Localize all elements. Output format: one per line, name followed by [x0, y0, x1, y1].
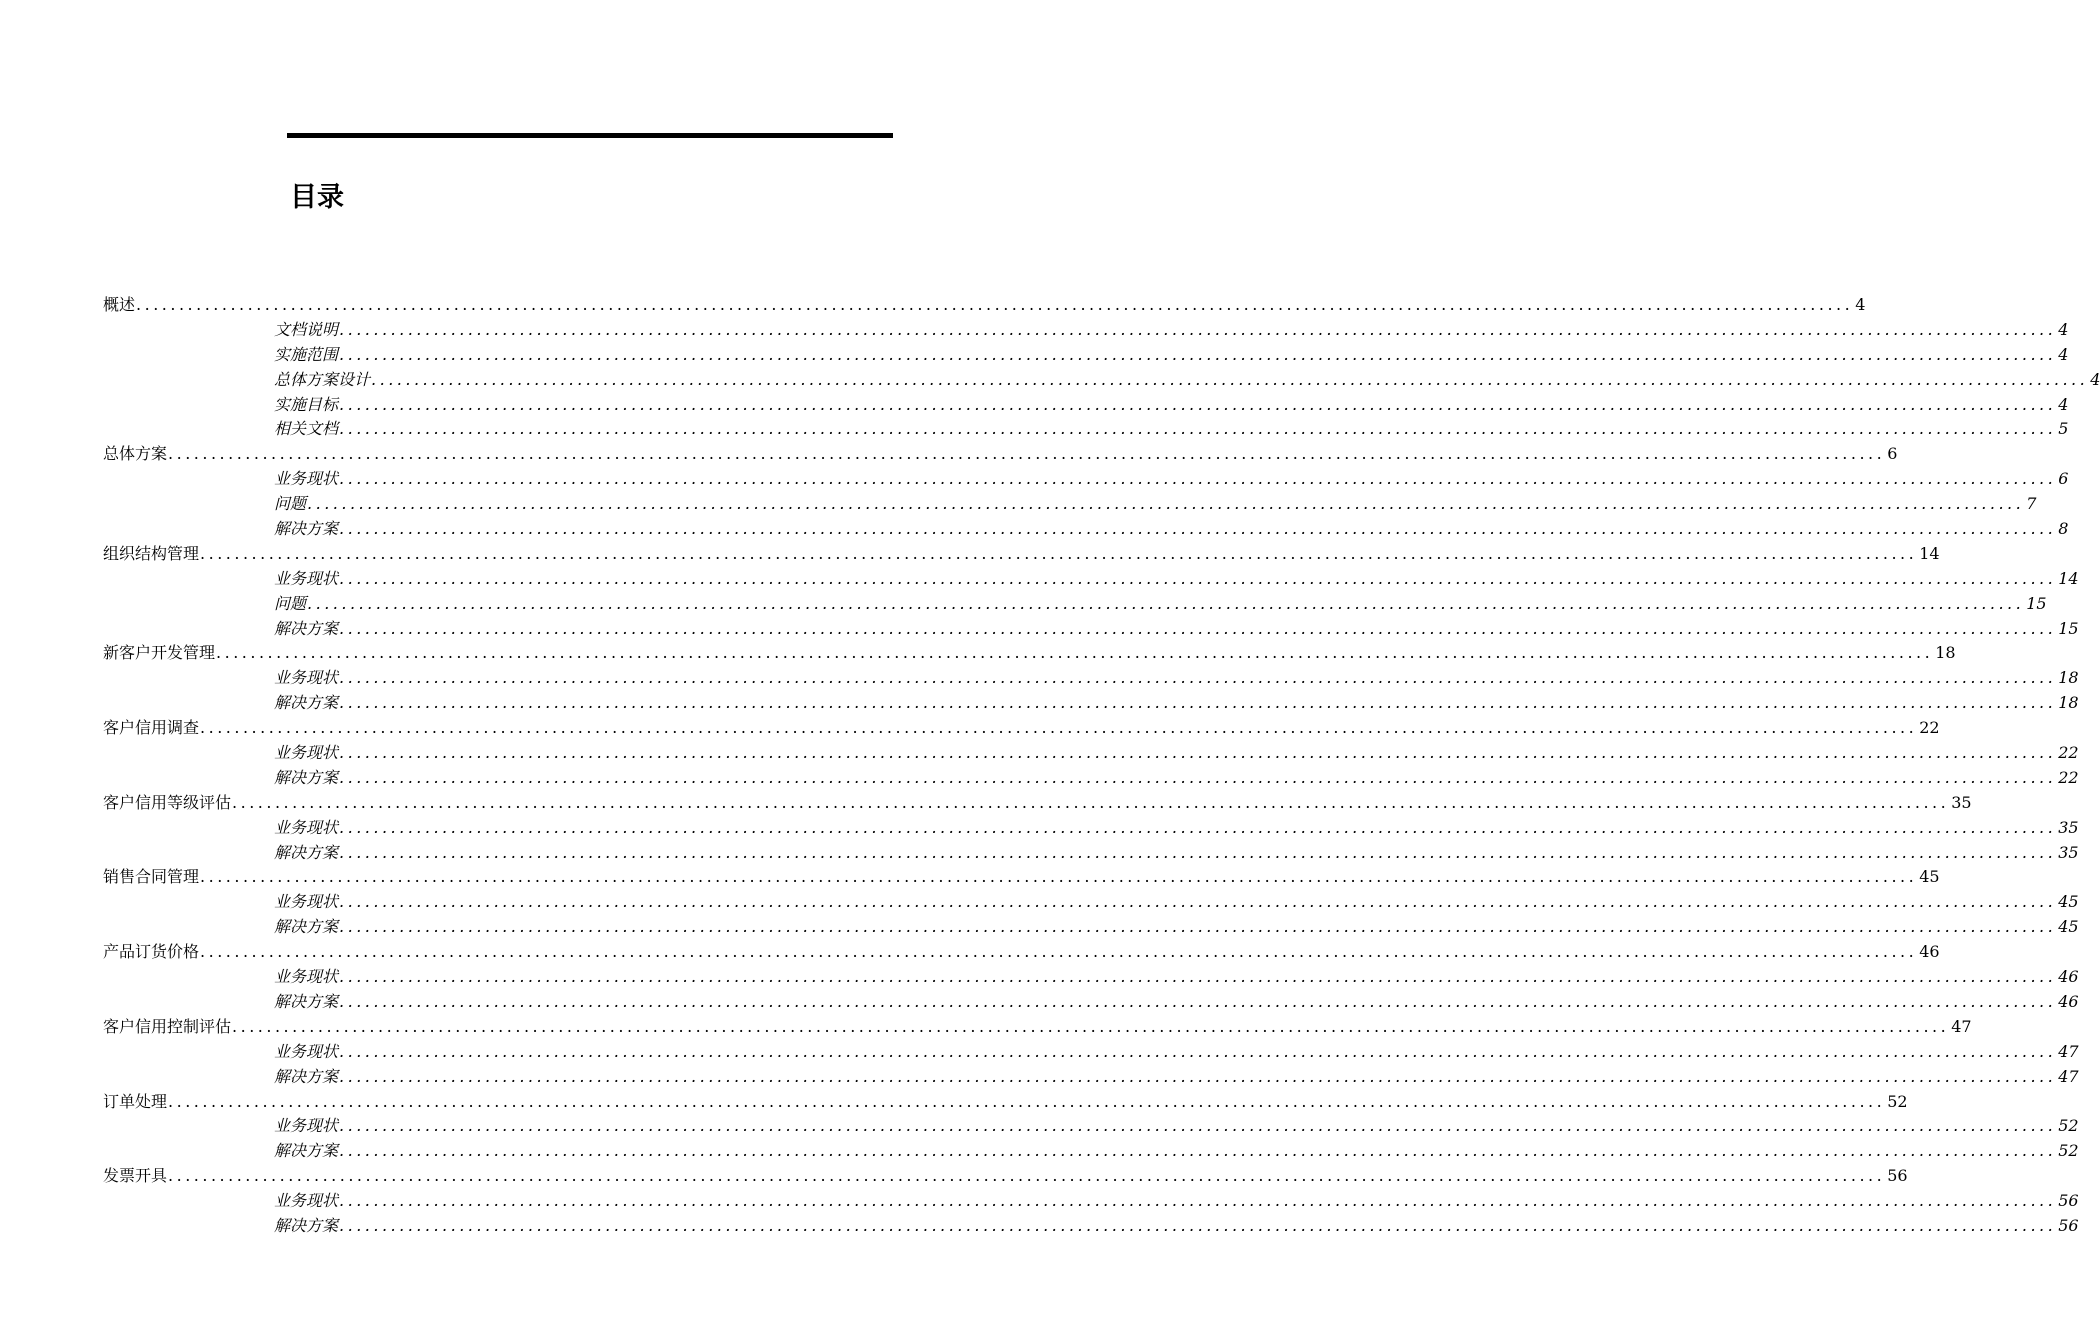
toc-entry-label: 解决方案 — [274, 618, 339, 638]
toc-entry-page: 52 — [2058, 1141, 2079, 1161]
dot-leader: ........................................................................................................................................................................................................ — [168, 1166, 1886, 1186]
toc-entry-page: 7 — [2026, 494, 2037, 514]
toc-entry-page: 52 — [1887, 1091, 1908, 1111]
toc-entry-page: 47 — [1951, 1016, 1972, 1036]
toc-entry-page: 22 — [2058, 743, 2079, 763]
toc-subentry[interactable] — [274, 1040, 2079, 1065]
toc-entry-page: 18 — [2058, 693, 2079, 713]
toc-subentry[interactable] — [274, 915, 2079, 940]
toc-entry-page: 22 — [1919, 718, 1940, 738]
dot-leader: ........................................................................................................................................................................................................ — [339, 469, 2057, 489]
toc-entry-page: 47 — [2058, 1066, 2079, 1086]
toc-entry-label: 实施范围 — [274, 344, 339, 364]
toc-subentry[interactable] — [274, 517, 2069, 542]
dot-leader: ........................................................................................................................................................................................................ — [339, 344, 2057, 364]
toc-subentry[interactable] — [274, 393, 2069, 418]
toc-subentry[interactable] — [274, 1114, 2079, 1139]
toc-subentry[interactable] — [274, 890, 2079, 915]
toc-entry-label: 解决方案 — [274, 1141, 339, 1161]
toc-entry-label: 解决方案 — [274, 693, 339, 713]
toc-entry-page: 45 — [1919, 867, 1940, 887]
dot-leader: ........................................................................................................................................................................................................ — [168, 444, 1886, 464]
toc-entry-page: 52 — [2058, 1116, 2079, 1136]
toc-subentry[interactable] — [274, 467, 2069, 492]
dot-leader: ........................................................................................................................................................................................................ — [168, 1091, 1886, 1111]
dot-leader: ........................................................................................................................................................................................................ — [339, 319, 2057, 339]
toc-entry-label: 客户信用控制评估 — [103, 1016, 232, 1036]
page-title: 目录 — [290, 182, 344, 213]
dot-leader: ........................................................................................................................................................................................................ — [200, 867, 1918, 887]
dot-leader: ........................................................................................................................................................................................................ — [339, 568, 2057, 588]
dot-leader: ........................................................................................................................................................................................................ — [339, 1041, 2057, 1061]
toc-entry-page: 4 — [2058, 319, 2069, 339]
toc-entry-page: 6 — [1887, 444, 1898, 464]
dot-leader: ........................................................................................................................................................................................................ — [200, 543, 1918, 563]
toc-subentry[interactable] — [274, 1139, 2079, 1164]
toc-entry-page: 4 — [2090, 369, 2100, 389]
toc-entry[interactable] — [103, 1015, 1972, 1040]
toc-entry-page: 4 — [2058, 344, 2069, 364]
toc-entry-page: 45 — [2058, 892, 2079, 912]
toc-entry-label: 解决方案 — [274, 991, 339, 1011]
toc-entry[interactable] — [103, 865, 1940, 890]
toc-entry-page: 14 — [1919, 543, 1940, 563]
toc-subentry[interactable] — [274, 492, 2037, 517]
toc-entry-label: 业务现状 — [274, 1191, 339, 1211]
toc-entry[interactable] — [103, 791, 1972, 816]
dot-leader: ........................................................................................................................................................................................................ — [216, 643, 1934, 663]
toc-entry-page: 18 — [1935, 643, 1956, 663]
toc-subentry[interactable] — [274, 990, 2079, 1015]
toc-subentry[interactable] — [274, 691, 2079, 716]
toc-subentry[interactable] — [274, 318, 2069, 343]
toc-entry-label: 概述 — [103, 295, 136, 314]
toc-entry[interactable] — [103, 442, 1898, 467]
dot-leader: ........................................................................................................................................................................................................ — [339, 817, 2057, 837]
toc-entry-page: 4 — [2058, 394, 2069, 414]
toc-entry-label: 组织结构管理 — [103, 543, 200, 563]
toc-entry-label: 业务现状 — [274, 967, 339, 987]
dot-leader: ........................................................................................................................................................................................................ — [339, 668, 2057, 688]
dot-leader: ........................................................................................................................................................................................................ — [136, 295, 1854, 314]
toc-entry[interactable] — [103, 542, 1940, 567]
toc-subentry[interactable] — [274, 666, 2079, 691]
toc-entry-label: 业务现状 — [274, 469, 339, 489]
dot-leader: ........................................................................................................................................................................................................ — [339, 892, 2057, 912]
toc-entry[interactable] — [103, 641, 1956, 666]
toc-entry-label: 解决方案 — [274, 767, 339, 787]
dot-leader: ........................................................................................................................................................................................................ — [339, 1215, 2057, 1235]
toc-entry-page: 4 — [1855, 295, 1866, 314]
toc-entry-label: 发票开具 — [103, 1166, 168, 1186]
toc-entry-label: 解决方案 — [274, 842, 339, 862]
toc-entry-label: 解决方案 — [274, 1066, 339, 1086]
header-rule — [287, 133, 893, 138]
toc-entry-label: 总体方案设计 — [274, 369, 371, 389]
toc-entry-label: 业务现状 — [274, 817, 339, 837]
toc-entry-label: 问题 — [274, 494, 307, 514]
toc-entry-label: 解决方案 — [274, 519, 339, 539]
toc-entry-label: 业务现状 — [274, 743, 339, 763]
toc-entry-page: 6 — [2058, 469, 2069, 489]
toc-entry-label: 销售合同管理 — [103, 867, 200, 887]
toc-subentry[interactable] — [274, 1065, 2079, 1090]
dot-leader: ........................................................................................................................................................................................................ — [339, 394, 2057, 414]
toc-entry-label: 业务现状 — [274, 892, 339, 912]
dot-leader: ........................................................................................................................................................................................................ — [339, 767, 2057, 787]
toc-entry-label: 业务现状 — [274, 1116, 339, 1136]
toc-entry-page: 45 — [2058, 917, 2079, 937]
toc-entry-label: 相关文档 — [274, 419, 339, 439]
toc-entry-page: 56 — [2058, 1191, 2079, 1211]
toc-entry-label: 解决方案 — [274, 1215, 339, 1235]
toc-subentry[interactable] — [274, 1214, 2079, 1239]
dot-leader: ........................................................................................................................................................................................................ — [307, 593, 2025, 613]
toc-subentry[interactable] — [274, 766, 2079, 791]
dot-leader: ........................................................................................................................................................................................................ — [339, 842, 2057, 862]
toc-subentry[interactable] — [274, 417, 2069, 442]
dot-leader: ........................................................................................................................................................................................................ — [339, 1066, 2057, 1086]
toc-entry-label: 产品订货价格 — [103, 942, 200, 962]
toc-entry-page: 35 — [1951, 792, 1972, 812]
toc-entry-page: 15 — [2026, 593, 2047, 613]
dot-leader: ........................................................................................................................................................................................................ — [339, 743, 2057, 763]
toc-subentry[interactable] — [274, 841, 2079, 866]
toc-subentry[interactable] — [274, 816, 2079, 841]
toc-entry-page: 56 — [2058, 1215, 2079, 1235]
toc-entry[interactable] — [103, 716, 1940, 741]
toc-entry-page: 46 — [1919, 942, 1940, 962]
dot-leader: ........................................................................................................................................................................................................ — [339, 519, 2057, 539]
toc-entry-label: 问题 — [274, 593, 307, 613]
toc-entry[interactable] — [103, 940, 1940, 965]
toc-entry-label: 解决方案 — [274, 917, 339, 937]
toc-entry-page: 35 — [2058, 817, 2079, 837]
toc-subentry[interactable] — [274, 368, 2100, 393]
toc-subentry[interactable] — [274, 965, 2079, 990]
toc-entry-label: 客户信用等级评估 — [103, 792, 232, 812]
toc-entry-page: 15 — [2058, 618, 2079, 638]
dot-leader: ........................................................................................................................................................................................................ — [339, 1191, 2057, 1211]
dot-leader: ........................................................................................................................................................................................................ — [232, 1016, 1950, 1036]
toc-entry-label: 新客户开发管理 — [103, 643, 216, 663]
dot-leader: ........................................................................................................................................................................................................ — [232, 792, 1950, 812]
dot-leader: ........................................................................................................................................................................................................ — [339, 967, 2057, 987]
toc-entry-page: 46 — [2058, 967, 2079, 987]
dot-leader: ........................................................................................................................................................................................................ — [200, 718, 1918, 738]
dot-leader: ........................................................................................................................................................................................................ — [339, 618, 2057, 638]
toc-entry-label: 业务现状 — [274, 1041, 339, 1061]
toc-subentry[interactable] — [274, 567, 2079, 592]
dot-leader: ........................................................................................................................................................................................................ — [339, 917, 2057, 937]
toc-entry-label: 实施目标 — [274, 394, 339, 414]
toc-entry-page: 14 — [2058, 568, 2079, 588]
dot-leader: ........................................................................................................................................................................................................ — [339, 991, 2057, 1011]
dot-leader: ........................................................................................................................................................................................................ — [371, 369, 2089, 389]
toc-entry-page: 8 — [2058, 519, 2069, 539]
toc-entry-page: 5 — [2058, 419, 2069, 439]
toc-entry[interactable] — [103, 1164, 1908, 1189]
dot-leader: ........................................................................................................................................................................................................ — [339, 1141, 2057, 1161]
toc-subentry[interactable] — [274, 592, 2047, 617]
toc-subentry[interactable] — [274, 741, 2079, 766]
dot-leader: ........................................................................................................................................................................................................ — [339, 693, 2057, 713]
toc-entry-page: 56 — [1887, 1166, 1908, 1186]
toc-entry-page: 18 — [2058, 668, 2079, 688]
toc-subentry[interactable] — [274, 617, 2079, 642]
toc-entry-label: 总体方案 — [103, 444, 168, 464]
toc-list — [0, 293, 2100, 1239]
toc-entry-page: 35 — [2058, 842, 2079, 862]
toc-entry[interactable] — [103, 1090, 1908, 1115]
toc-entry-page: 22 — [2058, 767, 2079, 787]
dot-leader: ........................................................................................................................................................................................................ — [307, 494, 2025, 514]
toc-entry[interactable] — [103, 293, 1866, 318]
dot-leader: ........................................................................................................................................................................................................ — [200, 942, 1918, 962]
toc-subentry[interactable] — [274, 1189, 2079, 1214]
toc-entry-page: 47 — [2058, 1041, 2079, 1061]
toc-entry-label: 文档说明 — [274, 319, 339, 339]
toc-subentry[interactable] — [274, 343, 2069, 368]
dot-leader: ........................................................................................................................................................................................................ — [339, 419, 2057, 439]
toc-entry-label: 业务现状 — [274, 668, 339, 688]
toc-entry-label: 订单处理 — [103, 1091, 168, 1111]
toc-entry-label: 客户信用调查 — [103, 718, 200, 738]
dot-leader: ........................................................................................................................................................................................................ — [339, 1116, 2057, 1136]
toc-entry-label: 业务现状 — [274, 568, 339, 588]
toc-entry-page: 46 — [2058, 991, 2079, 1011]
